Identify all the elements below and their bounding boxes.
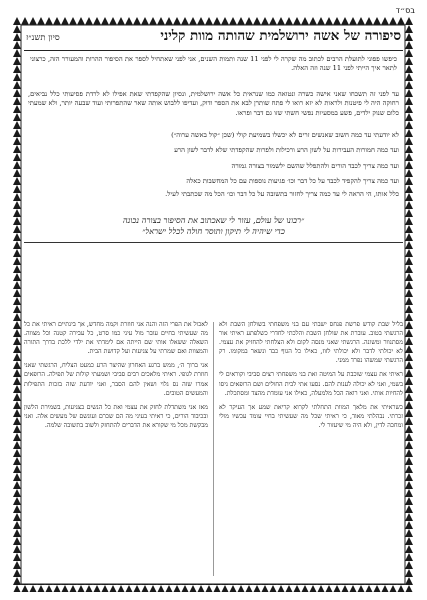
column-paragraph: כשראיתי את מלאך המוות התחלתי לקרוא קריאת שמע אך העיקר לא זכרתי. נבהלתי מאוד, כי ראיתי שכל מה שעשיתי בחיי עומד עכשיו מולי ומחכה לדין, ולא היה מי שיעזור לי. <box>219 403 403 429</box>
lesson-item: ועד כמה צריך להקפיד לכבד על כל דבר וכו׳ פגיעות נוספות עם כל המחשבות כאלה <box>186 177 399 186</box>
story-columns <box>24 320 403 578</box>
document-content <box>24 28 403 581</box>
closing-paragraph: כלל אותו, הי הראה לי עד כמה צריך לחזור בתשובה על כל דבר וכו׳ הכל מה שכתבתי לעיל. <box>165 189 399 198</box>
column-paragraph: אני ברוך ה׳, ממש ברגע האחרון שהיצר הרע כמעט הצליח, הרגשתי שאני חוזרת לגופי. ראיתי מלאכים רבים סביבי ושמעתי קולות של תפילה. הרופאים אמרו שזה נס גלוי ושאין להם הסבר, ואני יודעת שזה בזכות התפילות והמעשים הטובים. <box>24 362 208 397</box>
column-paragraph: מאז אני משתדלת לחזק את עצמי ואת כל הנשים בצניעות, בשמירת הלשון ובכיבוד הורים, כי ראיתי בעיני מה הם שכרם ועונשם של מעשים אלה. ואני מבקשת מכל מי שקורא את הדברים להתחזק ולשוב בתשובה שלמה. <box>24 403 208 429</box>
lesson-item: לא יודעתי עד כמה חשוב שאנשים זרים לא יכשלו בשמיעת קולי (שכן ״קול באשה ערוה״) <box>171 131 399 139</box>
right-column <box>219 320 403 578</box>
lesson-item: ועד כמה צריך לכבד הורים ולהתפלל שהשם ילשמור בצורה גמורה <box>231 161 399 170</box>
column-separator <box>208 320 219 578</box>
document-header <box>24 28 403 51</box>
page-marker: בס״ד <box>395 6 415 15</box>
quote-line: ״רבונו של עולם, עזור לי שאכתוב את הסיפור בצורה נכונה <box>122 214 305 225</box>
quote-line: כדי שיהיה לי תיקון ותוסר חולה לכלל ישראל״ <box>142 225 285 236</box>
lead-paragraph: עד לפני זה תשכחו שאני אישה כשרה ונטואה כמו שנראית כל אשה ירושלמית, ונסיון שהקפדתי שאת אפילו לא לרדת פסיעותי כלל נביאים, רחוקה היה לי פיטנות ולראות לא יזא רואו לי פתח שותרן לבא את הספר ודוק, ועדיפו ללבוש אותה שאר שהתפרותי ועוד שבעה יותר, ולא שמעתי כלום שנוק ילדים, פשע במסעיות נפשי חשתי שזו גם דבר ופראו. <box>28 90 399 117</box>
lesson-item: ועד כמה חמורות העבירות על לשון הרע ורכילות ולפרות שהקפדתי שלא לדבר לשון הרע <box>174 146 399 155</box>
column-paragraph: לאכול את הפרי הזה והנה אני חוזרת וקמה מחדש, אך בינתיים ראיתי את כל מה שעשיתי בחיים עובר מול עיני כמו סרט, כל עבירה קטנה וכל מצווה. השאלה ששאלו אותי שם הייתה אם לימדתי את ילדי ללכת בדרך התורה והמצוות ואם שמרתי על צניעות ועל קדושת הבית. <box>24 321 208 356</box>
column-paragraph: בליל שבת קודש פרשת פנחס ישבתי עם בני משפחתי בשולחן השבת ולא הרגשתי בטוב. עוברת את שולחן השבת והלכתי לחדרי כשלפתע ראיתי אור מסתנוור ומשונה. הרגשתי שאני מנסה לקום ולא הצלחתי להחזיק את עצמי. לא יכולתי לדבר ולא יכולתי לזוז, כאילו כל הגוף כבד ונשאר במקומו. רק הרגשתי שמשהו נפרד ממני. <box>219 321 403 365</box>
left-column <box>24 320 208 578</box>
lessons-list <box>24 131 403 187</box>
intro-paragraph: כיפשו פפוני לתועלת הרבים לכתוב מה שקרה לי לפני 11 שנה ותמות השנים, אני לפני שאתחיל לספר את הסיפור ההרות והמעורר הזה, כרצוני לתאר איך הייתי לפני 11 שנה וזה האלה. <box>30 55 397 73</box>
document-date: סיון תשנ״ז <box>26 33 60 43</box>
column-paragraph: ראיתי את עצמי שוכבת על המיטה ואת בני משפחתי רצים סביבי וקוראים לי בשמי, ואני לא יכולה לענות להם. נסעו אתי לבית החולים ושם הרופאים ניסו להחיות אותי. ואני רואה הכל מלמעלה, כאילו אני עומדת מהצד ומסתכלת. <box>219 371 403 397</box>
section-divider <box>24 242 403 243</box>
document-title: סיפורה של אשה ירושלמית שהותה מוות קליני <box>160 28 401 44</box>
prayer-quote <box>24 215 403 237</box>
